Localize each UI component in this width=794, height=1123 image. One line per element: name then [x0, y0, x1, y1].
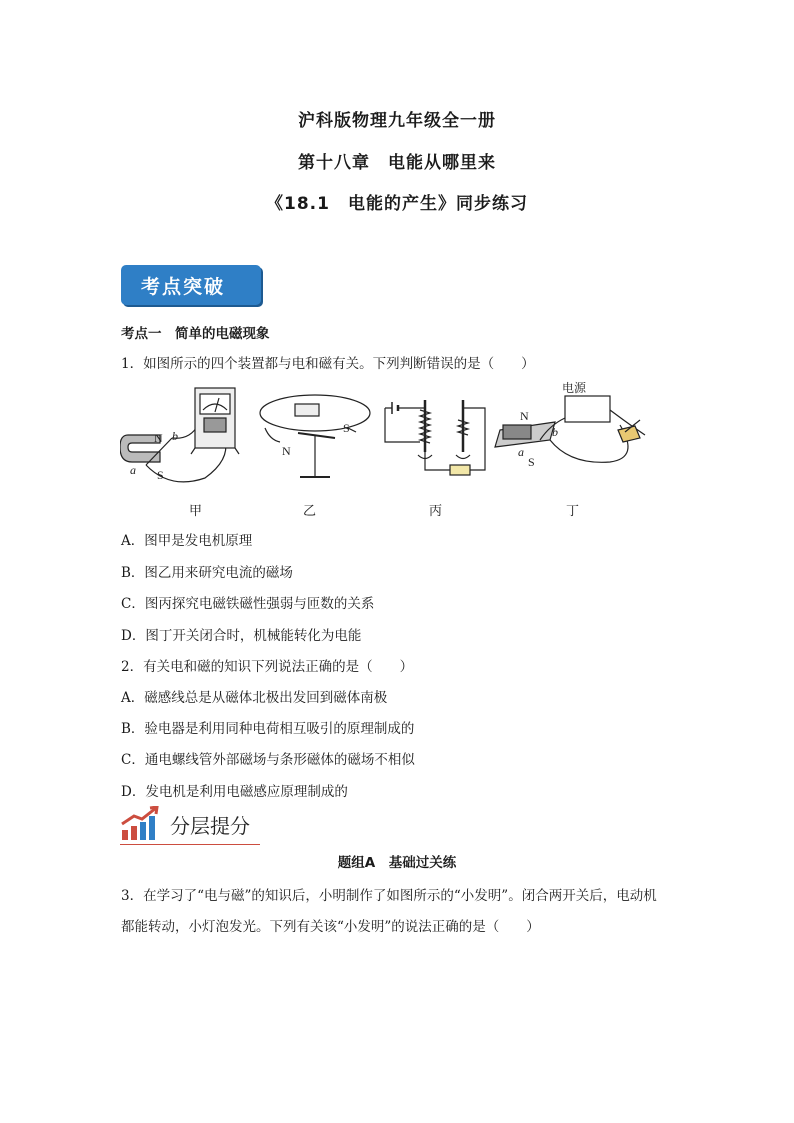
- fig-label-bing: 丙: [429, 504, 443, 519]
- q1-option-c: C．图丙探究电磁铁磁性强弱与匝数的关系: [121, 596, 375, 612]
- q1-option-b: B．图乙用来研究电流的磁场: [121, 565, 293, 581]
- question-2-stem: 2．有关电和磁的知识下列说法正确的是（ ）: [121, 659, 414, 675]
- power-supply: [565, 396, 610, 422]
- fig-label-yi: 乙: [303, 504, 317, 519]
- badge-label: 考点突破: [141, 276, 226, 298]
- layer-underline: [120, 844, 260, 845]
- section-heading: 考点一 简单的电磁现象: [121, 326, 270, 342]
- q2-option-a: A．磁感线总是从磁体北极出发回到磁体南极: [121, 690, 388, 706]
- label-n-yi: N: [282, 444, 291, 458]
- label-a-jia: a: [130, 463, 136, 477]
- label-b-jia: b: [172, 429, 178, 443]
- label-n-ding: N: [520, 409, 529, 423]
- lesson-title: 《18.1 电能的产生》同步练习: [266, 194, 528, 214]
- compass-needle: [298, 433, 335, 438]
- chapter-title: 第十八章 电能从哪里来: [298, 153, 496, 173]
- bar-chart-icon: [120, 806, 160, 842]
- q2-option-d: D．发电机是利用电磁感应原理制成的: [121, 784, 348, 800]
- motor-magnet: [503, 425, 531, 439]
- circuit-bing: [385, 408, 425, 442]
- question-1-stem: 1．如图所示的四个装置都与电和磁有关。下列判断错误的是（ ）: [121, 356, 535, 372]
- rheostat: [450, 465, 470, 475]
- battery: [295, 404, 319, 416]
- label-power: 电源: [562, 381, 587, 395]
- q1-option-d: D．图丁开关闭合时，机械能转化为电能: [121, 628, 362, 644]
- label-b-ding: b: [552, 425, 558, 439]
- label-s-jia: S: [157, 468, 164, 482]
- q2-option-b: B．验电器是利用同种电荷相互吸引的原理制成的: [121, 721, 415, 737]
- section-badge: [121, 265, 261, 305]
- fig-label-ding: 丁: [566, 504, 580, 519]
- layer-header: [120, 806, 260, 846]
- question-3-line-2: 都能转动，小灯泡发光。下列有关该“小发明”的说法正确的是（ ）: [121, 919, 540, 935]
- group-title: 题组A 基础过关练: [337, 855, 457, 871]
- doc-title: 沪科版物理九年级全一册: [298, 111, 496, 131]
- label-n-jia: N: [154, 431, 163, 445]
- q2-option-c: C．通电螺线管外部磁场与条形磁体的磁场不相似: [121, 752, 415, 768]
- question-3-line-1: 3．在学习了“电与磁”的知识后，小明制作了如图所示的“小发明”。闭合两开关后，电动机: [121, 888, 657, 904]
- layer-title: 分层提分: [170, 814, 250, 838]
- fig-label-jia: 甲: [189, 504, 203, 519]
- label-s-yi: S: [343, 421, 350, 435]
- label-s-ding: S: [528, 455, 535, 469]
- label-a-ding: a: [518, 445, 524, 459]
- question-1-figures: [120, 380, 650, 515]
- q1-option-a: A．图甲是发电机原理: [121, 533, 253, 549]
